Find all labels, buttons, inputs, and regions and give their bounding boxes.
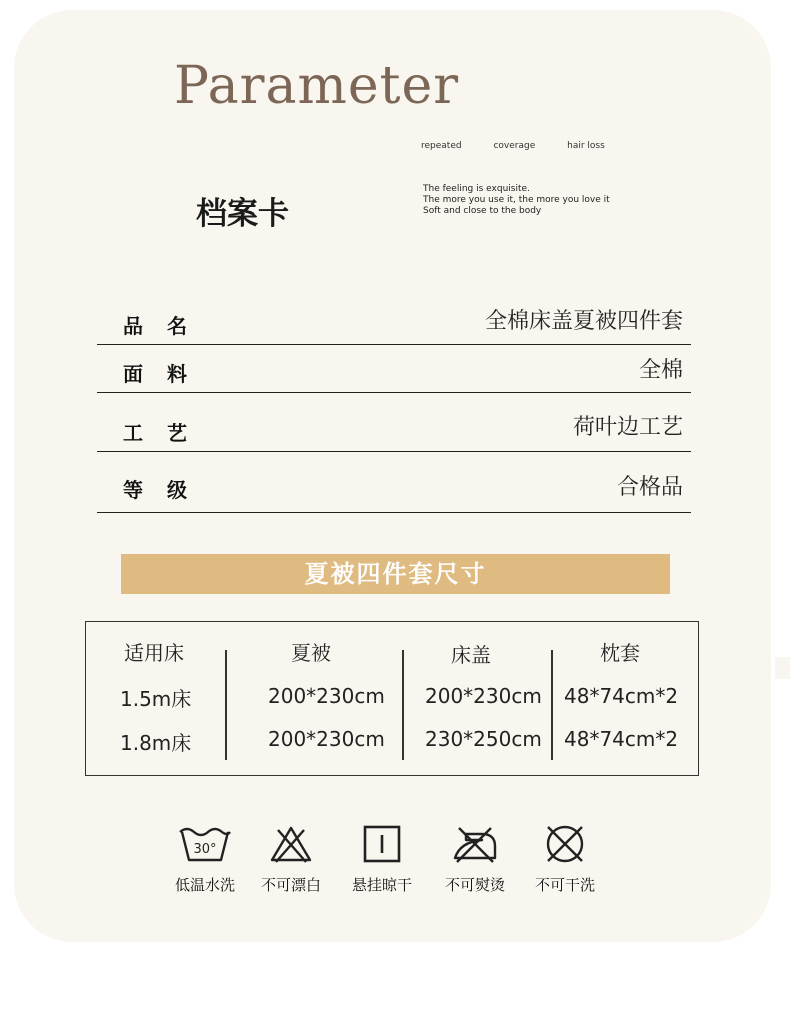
param-row [97,345,691,393]
care-label: 低温水洗 [174,876,235,894]
table-header: 夏被 [291,641,331,665]
care-label: 悬挂晾干 [351,876,412,894]
table-cell: 200*230cm [425,684,542,708]
parameter-list [97,298,691,513]
param-value: 荷叶边工艺 [572,415,683,440]
table-cell: 230*250cm [425,727,542,751]
care-item [246,824,336,895]
care-item [520,824,610,895]
size-banner: 夏被四件套尺寸 [121,554,670,594]
slogan-line: The more you use it, the more you love it [423,195,610,205]
care-label: 不可干洗 [534,876,595,894]
table-cell: 1.8m床 [120,731,192,755]
param-row [97,452,691,513]
param-row [97,393,691,452]
care-label: 不可熨烫 [444,876,505,894]
param-value: 合格品 [616,475,683,500]
no-iron-icon [452,824,498,864]
column-divider [402,650,404,760]
param-label: 工艺 [123,421,211,445]
slogan-block [423,184,610,217]
card-title: 档案卡 [196,196,289,232]
param-value: 全棉床盖夏被四件套 [484,309,683,334]
column-divider [225,650,227,760]
tag-list [421,141,634,151]
wash-30-icon [178,824,232,864]
care-item [430,824,520,895]
param-row [97,298,691,345]
care-label: 不可漂白 [260,876,321,894]
column-divider [551,650,553,760]
table-cell: 48*74cm*2 [564,727,679,751]
param-value: 全棉 [638,358,683,383]
param-label: 等级 [123,478,211,502]
tag: coverage [493,141,536,151]
tag: hair loss [567,141,605,151]
wash-temp: 30° [193,842,217,857]
no-bleach-icon [268,824,314,864]
care-item [337,824,427,895]
care-item [160,824,250,895]
slogan-line: The feeling is exquisite. [423,184,530,194]
table-cell: 48*74cm*2 [564,684,679,708]
table-header: 床盖 [451,643,491,667]
param-label: 面料 [123,362,211,386]
table-cell: 200*230cm [268,727,385,751]
table-header: 枕套 [600,641,640,665]
tag: repeated [421,141,462,151]
brand-heading: Parameter [174,56,460,116]
slogan-line: Soft and close to the body [423,206,542,216]
no-dry-clean-icon [543,824,587,864]
table-header: 适用床 [124,641,184,665]
param-label: 品名 [123,314,211,338]
table-cell: 1.5m床 [120,687,192,711]
table-cell: 200*230cm [268,684,385,708]
hang-dry-icon [362,824,402,864]
size-table [85,621,699,776]
side-tab [775,657,790,679]
